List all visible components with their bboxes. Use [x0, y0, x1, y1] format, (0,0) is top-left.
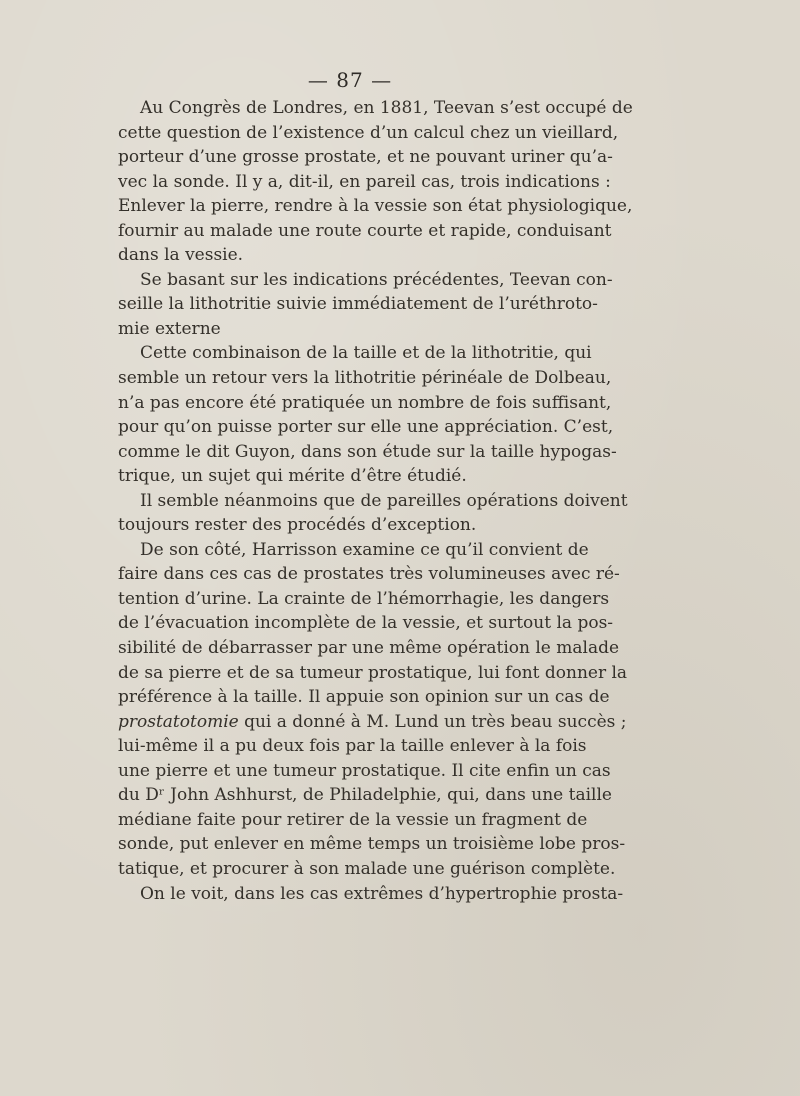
text-line: n’a pas encore été pratiquée un nombre de fois suffisant,: [118, 392, 612, 413]
text-line: de sa pierre et de sa tumeur prostatique, lui font donner la: [118, 662, 628, 683]
text-line: tatique, et procurer à son malade une guérison complète.: [118, 858, 616, 879]
text-line: comme le dit Guyon, dans son étude sur la taille hypogas-: [118, 441, 617, 462]
text-line: vec la sonde. Il y a, dit-il, en pareil cas, trois indications :: [118, 171, 611, 192]
text-line: semble un retour vers la lithotritie périnéale de Dolbeau,: [118, 368, 612, 389]
text-line: une pierre et une tumeur prostatique. Il cite enfin un cas: [118, 760, 611, 781]
text-line: seille la lithotritie suivie immédiatement de l’uréthroto-: [118, 294, 598, 315]
text-line: lui-même il a pu deux fois par la taille enlever à la fois: [118, 736, 587, 757]
text-line: On le voit, dans les cas extrêmes d’hypertrophie prosta-: [140, 883, 624, 904]
text-line: Enlever la pierre, rendre à la vessie son état physiologique,: [118, 196, 633, 217]
text-line: cette question de l’existence d’un calcul chez un vieillard,: [118, 122, 619, 143]
text-line: Il semble néanmoins que de pareilles opérations doivent: [140, 490, 628, 511]
text-line: fournir au malade une route courte et rapide, conduisant: [118, 220, 612, 241]
body-text: [118, 96, 633, 906]
text-line: Se basant sur les indications précédentes, Teevan con-: [140, 269, 613, 290]
text-line: pour qu’on puisse porter sur elle une appréciation. C’est,: [118, 417, 614, 438]
italic-term: prostatotomie: [118, 711, 239, 732]
text-line: sonde, put enlever en même temps un troisième lobe pros-: [118, 834, 626, 855]
text-line: mie externe: [118, 318, 221, 339]
text-line: Au Congrès de Londres, en 1881, Teevan s’est occupé de: [140, 98, 633, 118]
text-line: tention d’urine. La crainte de l’hémorrhagie, les dangers: [118, 588, 610, 609]
text-line: toujours rester des procédés d’exception.: [118, 515, 477, 536]
text-line: médiane faite pour retirer de la vessie un fragment de: [118, 809, 588, 830]
text-line: porteur d’une grosse prostate, et ne pouvant uriner qu’a-: [118, 147, 613, 168]
page-number: — 87 —: [307, 68, 393, 92]
text-line: dans la vessie.: [118, 245, 244, 266]
text-line: Cette combinaison de la taille et de la lithotritie, qui: [140, 343, 592, 364]
text-fragment: qui a donné à M. Lund un très beau succès ;: [238, 711, 627, 732]
text-line-with-italic: [118, 710, 627, 735]
text-line: trique, un sujet qui mérite d’être étudié.: [118, 466, 467, 487]
text-line: de l’évacuation incomplète de la vessie, et surtout la pos-: [118, 613, 614, 634]
text-line: faire dans ces cas de prostates très volumineuses avec ré-: [118, 564, 620, 585]
text-line: De son côté, Harrisson examine ce qu’il convient de: [140, 539, 589, 560]
text-line: sibilité de débarrasser par une même opération le malade: [118, 638, 620, 659]
text-line: préférence à la taille. Il appuie son opinion sur un cas de: [118, 687, 610, 708]
text-line: du Dʳ John Ashhurst, de Philadelphie, qui, dans une taille: [118, 785, 612, 806]
